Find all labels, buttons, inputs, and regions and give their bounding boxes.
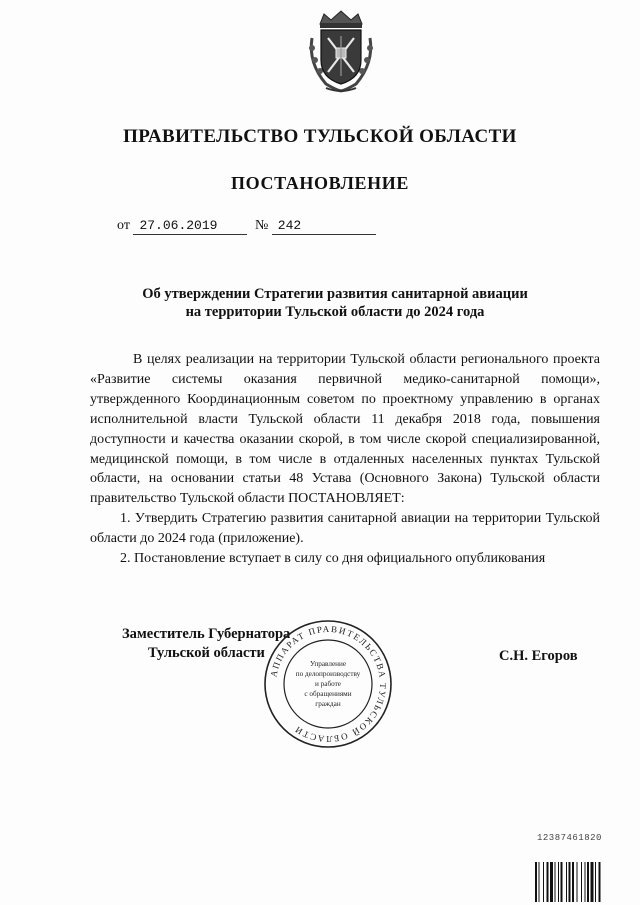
svg-text:АППАРАТ ПРАВИТЕЛЬСТВА ТУЛЬСКОЙ: АППАРАТ ПРАВИТЕЛЬСТВА ТУЛЬСКОЙ ОБЛАСТИ xyxy=(268,623,389,745)
subject-line-2: на территории Тульской области до 2024 года xyxy=(185,304,485,320)
document-meta xyxy=(117,218,376,235)
tula-coat-of-arms-icon xyxy=(306,8,376,94)
document-subject xyxy=(0,285,640,321)
barcode-icon xyxy=(535,862,635,902)
resolution-item-2: 2. Постановление вступает в силу со дня официального опубликования xyxy=(120,551,546,567)
document-date: 27.06.2019 xyxy=(133,218,247,235)
date-label: от xyxy=(117,218,130,233)
document-type: ПОСТАНОВЛЕНИЕ xyxy=(231,173,409,193)
position-line-1: Заместитель Губернатора xyxy=(122,626,291,642)
svg-text:с обращениями: с обращениями xyxy=(304,690,352,698)
signatory-name: С.Н. Егоров xyxy=(499,648,578,664)
svg-text:по делопроизводству: по делопроизводству xyxy=(295,670,361,678)
preamble-paragraph: В целях реализации на территории Тульской области регионального проекта «Развитие системы оказания первичной медико-санитарной помощи», утвержденного Координационным советом по проектному управлению в органах исполнительной власти Тульской области 11 декабря 2018 года, повышения доступности и качества оказании скорой, в том числе скорой специализированной, медицинской помощи, в том числе в отдаленных населенных пунктах Тульской области, на основании статьи 48 Устава (Основного Закона) Тульской области правительство Тульской области ПОСТАНОВЛЯЕТ: xyxy=(90,352,600,507)
svg-text:Управление: Управление xyxy=(309,660,347,668)
government-title: ПРАВИТЕЛЬСТВО ТУЛЬСКОЙ ОБЛАСТИ xyxy=(123,126,517,147)
document-body xyxy=(90,350,600,569)
number-label: № xyxy=(254,218,269,233)
position-line-2: Тульской области xyxy=(148,645,265,661)
subject-line-1: Об утверждении Стратегии развития санитарной авиации xyxy=(142,286,528,302)
svg-text:и работе: и работе xyxy=(315,680,341,688)
svg-text:граждан: граждан xyxy=(315,700,341,708)
official-stamp xyxy=(262,618,394,750)
resolution-item-1: 1. Утвердить Стратегию развития санитарной авиации на территории Тульской области до 2024 года (приложение). xyxy=(90,511,600,547)
barcode-number: 12387461820 xyxy=(537,833,602,843)
document-number: 242 xyxy=(272,218,376,235)
